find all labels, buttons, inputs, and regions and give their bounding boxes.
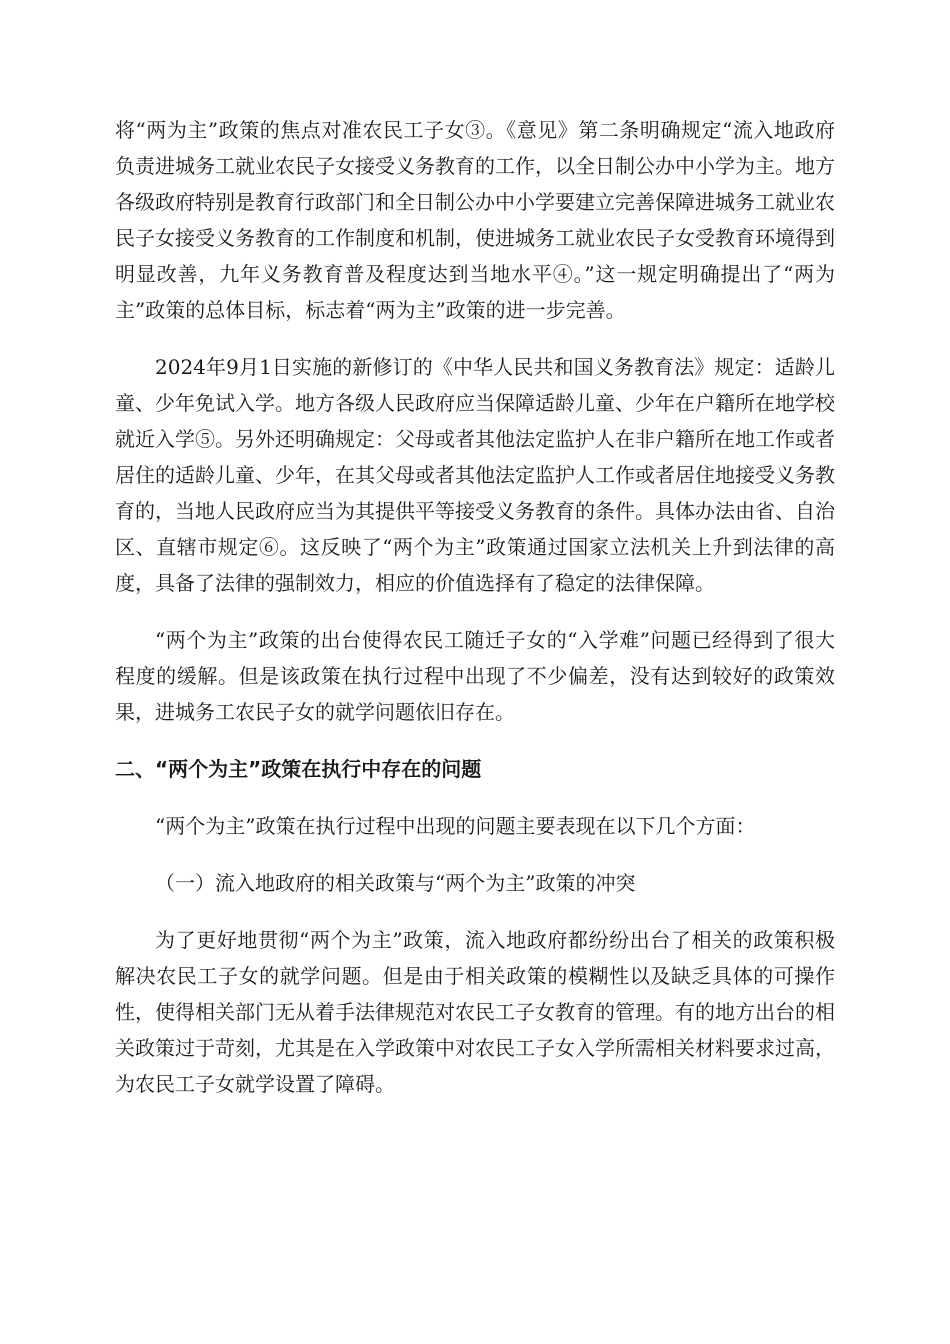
paragraph-compulsory-education-law: 2024年9月1日实施的新修订的《中华人民共和国义务教育法》规定：适龄儿童、少年免试入学。地方各级人民政府应当保障适龄儿童、少年在户籍所在地学校就近入学⑤。另外还明确规定：父母或者其他法定监护人在非户籍所在地工作或者居住的适龄儿童、少年，在其父母或者其他法定监护人工作或者居住地接受义务教育的，当地人民政府应当为其提供平等接受义务教育的条件。具体办法由省、自治区、直辖市规定⑥。这反映了“两个为主”政策通过国家立法机关上升到法律的高度，具备了法律的强制效力，相应的价值选择有了稳定的法律保障。 (115, 355, 835, 595)
section-heading-2: 二、“两个为主”政策在执行中存在的问题 (115, 757, 482, 781)
paragraph-problems-intro: “两个为主”政策在执行过程中出现的问题主要表现在以下几个方面： (155, 814, 756, 838)
paragraph-two-mains-policy-goal: 将“两为主”政策的焦点对准农民工子女③。《意见》第二条明确规定“流入地政府负责进城务工就业农民子女接受义务教育的工作，以全日制公办中小学为主。地方各级政府特别是教育行政部门和全日制公办中小学要建立完善保障进城务工就业农民子女接受义务教育的工作制度和机制，使进城务工就业农民子女受教育环境得到明显改善，九年义务教育普及程度达到当地水平④。”这一规定明确提出了“两为主”政策的总体目标，标志着“两为主”政策的进一步完善。 (115, 118, 835, 322)
subsection-heading-1: （一）流入地政府的相关政策与“两个为主”政策的冲突 (155, 871, 636, 895)
document-body (115, 112, 835, 1123)
paragraph-policy-effect: “两个为主”政策的出台使得农民工随迁子女的“入学难”问题已经得到了很大程度的缓解。但是该政策在执行过程中出现了不少偏差，没有达到较好的政策效果，进城务工农民子女的就学问题依旧存在。 (115, 628, 835, 724)
paragraph-local-policy-conflict: 为了更好地贯彻“两个为主”政策，流入地政府都纷纷出台了相关的政策积极解决农民工子女的就学问题。但是由于相关政策的模糊性以及缺乏具体的可操作性，使得相关部门无从着手法律规范对农民工子女教育的管理。有的地方出台的相关政策过于苛刻，尤其是在入学政策中对农民工子女入学所需相关材料要求过高，为农民工子女就学设置了障碍。 (115, 928, 835, 1096)
